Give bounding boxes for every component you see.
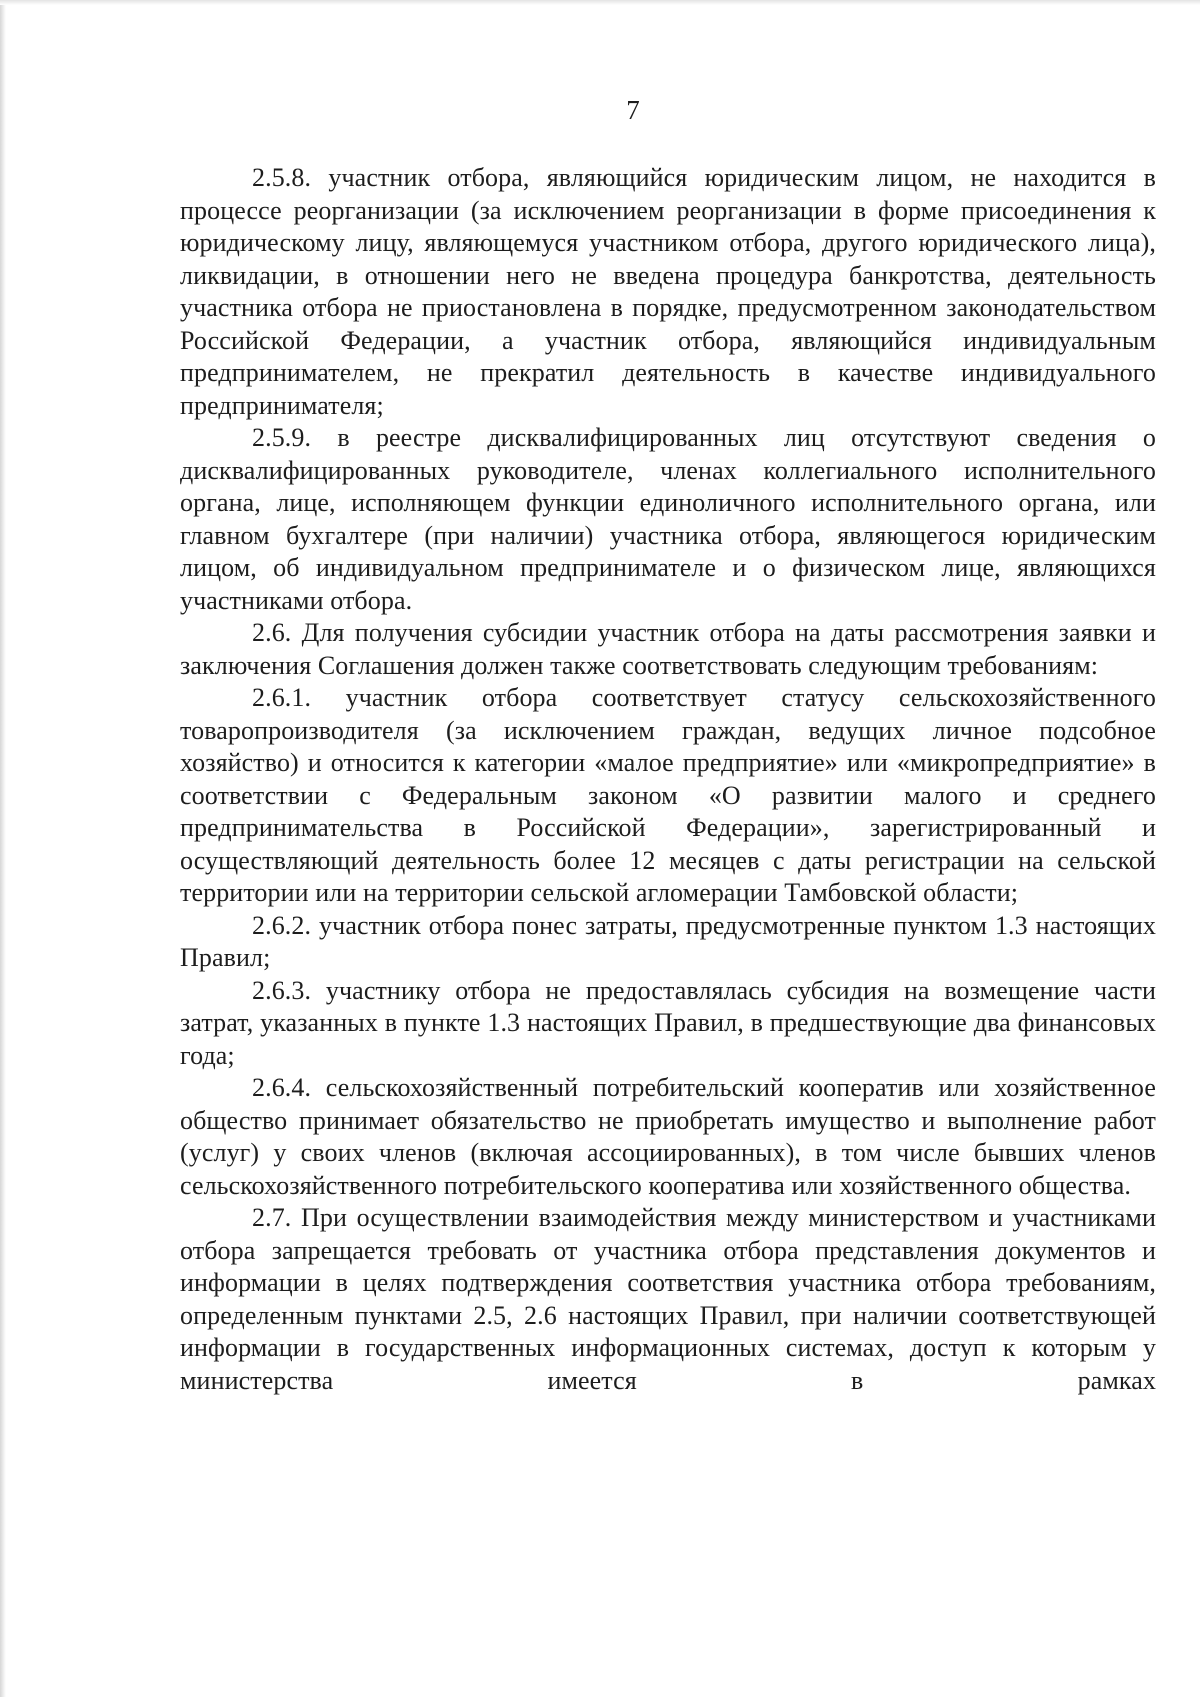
paragraph-number: 2.6.: [252, 618, 292, 647]
paragraph-text: в реестре дисквалифицированных лиц отсутствуют сведения о дисквалифицированных руководителе, членах коллегиального исполнительного органа, лице, исполняющем функции единоличного исполнительного органа, или главном бухгалтере (при наличии) участника отбора, являющегося юридическим лицом, об индивидуальном предпринимателе и о физическом лице, являющихся участниками отбора.: [180, 423, 1156, 615]
paragraph-text: При осуществлении взаимодействия между министерством и участниками отбора запрещается требовать от участника отбора представления документов и информации в целях подтверждения соответствия участника отбора требованиям, определенным пунктами 2.5, 2.6 настоящих Правил, при наличии соответствующей информации в государственных информационных системах, доступ к которым у министерства имеется в рамках: [180, 1203, 1156, 1395]
paragraph-number: 2.6.3.: [252, 975, 312, 1005]
paragraph-text: участнику отбора не предоставлялась субсидия на возмещение части затрат, указанных в пункте 1.3 настоящих Правил, в предшествующие два финансовых года;: [180, 975, 1156, 1070]
document-body: [180, 162, 1156, 1397]
paragraph-number: 2.6.2.: [252, 910, 312, 940]
paragraph-number: 2.5.8.: [252, 163, 312, 192]
paragraph-2-5-9: [180, 422, 1156, 617]
paragraph-2-5-8: [180, 162, 1156, 422]
paragraph-2-6-4: [180, 1072, 1156, 1202]
paragraph-number: 2.6.4.: [252, 1073, 312, 1102]
scan-edge-top: [0, 0, 1200, 5]
paragraph-text: Для получения субсидии участник отбора на даты рассмотрения заявки и заключения Соглашения должен также соответствовать следующим требованиям:: [180, 618, 1156, 680]
paragraph-text: сельскохозяйственный потребительский кооператив или хозяйственное общество принимает обязательство не приобретать имущество и выполнение работ (услуг) у своих членов (включая ассоциированных), в том числе бывших членов сельскохозяйственного потребительского кооператива или хозяйственного общества.: [180, 1073, 1156, 1200]
paragraph-text: участник отбора понес затраты, предусмотренные пунктом 1.3 настоящих Правил;: [180, 910, 1156, 972]
page-number: 7: [626, 95, 640, 125]
paragraph-text: участник отбора, являющийся юридическим лицом, не находится в процессе реорганизации (за исключением реорганизации в форме присоединения к юридическому лицу, являющемуся участником отбора, другого юридического лица), ликвидации, в отношении него не введена процедура банкротства, деятельность участника отбора не приостановлена в порядке, предусмотренном законодательством Российской Федерации, а участник отбора, являющийся индивидуальным предпринимателем, не прекратил деятельность в качестве индивидуального предпринимателя;: [180, 163, 1156, 420]
paragraph-2-6-2: [180, 910, 1156, 975]
paragraph-number: 2.6.1.: [252, 683, 312, 712]
scan-edge-left: [0, 0, 6, 1697]
paragraph-2-6-3: [180, 975, 1156, 1073]
paragraph-text: участник отбора соответствует статусу сельскохозяйственного товаропроизводителя (за исключением граждан, ведущих личное подсобное хозяйство) и относится к категории «малое предприятие» или «микропредприятие» в соответствии с Федеральным законом «О развитии малого и среднего предпринимательства в Российской Федерации», зарегистрированный и осуществляющий деятельность более 12 месяцев с даты регистрации на сельской территории или на территории сельской агломерации Тамбовской области;: [180, 683, 1156, 907]
paragraph-number: 2.5.9.: [252, 423, 312, 452]
paragraph-2-7: [180, 1202, 1156, 1397]
paragraph-2-6: [180, 617, 1156, 682]
paragraph-2-6-1: [180, 682, 1156, 910]
paragraph-number: 2.7.: [252, 1203, 292, 1232]
